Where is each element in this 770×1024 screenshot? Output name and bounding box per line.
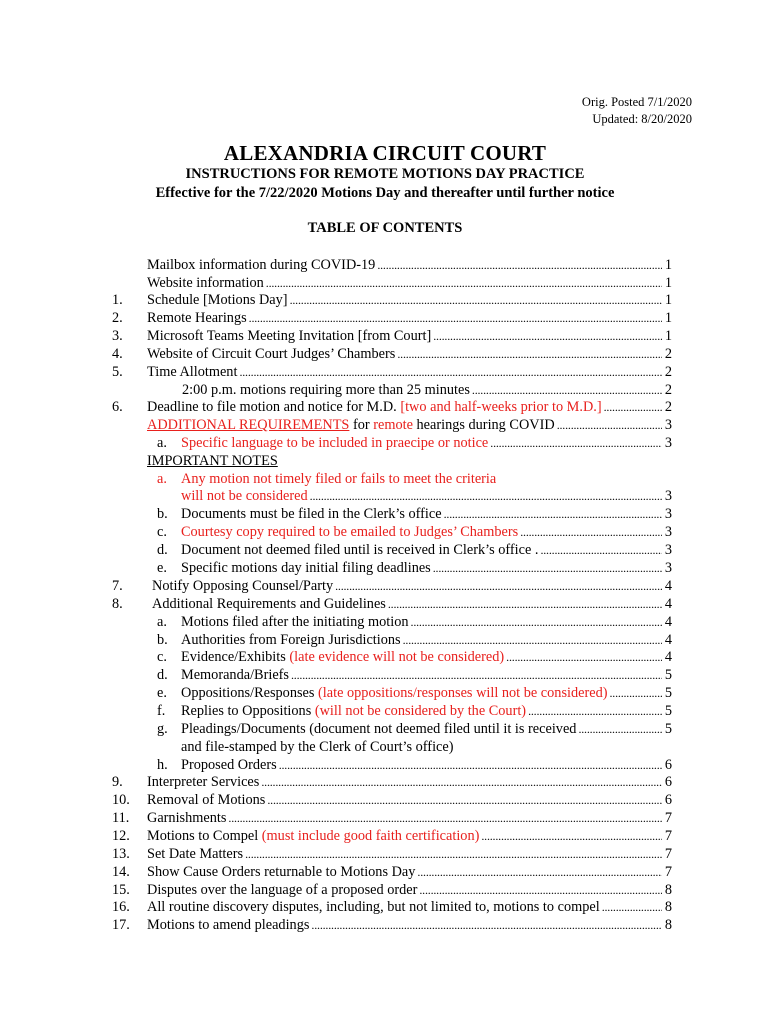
- dot-leader: [335, 577, 662, 595]
- toc-number: 17.: [112, 917, 130, 933]
- toc-entry-text: Replies to Oppositions: [181, 703, 312, 719]
- toc-page-number: 2: [664, 399, 672, 415]
- toc-entry-text: Deadline to file motion and notice for M.D.: [147, 399, 397, 415]
- dot-leader: [311, 916, 662, 934]
- toc-entry-text: Disputes over the language of a proposed order: [147, 882, 418, 898]
- toc-entry-text: and file-stamped by the Clerk of Court’s office): [181, 739, 454, 755]
- toc-number: 10.: [112, 792, 130, 808]
- toc-entry: [147, 309, 672, 327]
- toc-page-number: 4: [664, 614, 672, 630]
- toc-entry: [182, 381, 672, 399]
- dot-leader: [490, 434, 662, 452]
- toc-letter: f.: [157, 703, 166, 719]
- toc-entry: [147, 398, 672, 416]
- toc-entry-note: will not be considered: [181, 488, 308, 504]
- toc-page-number: 1: [664, 328, 672, 344]
- dot-leader: [602, 898, 662, 916]
- toc-letter: b.: [157, 632, 168, 648]
- toc-entry-text: Proposed Orders: [181, 757, 277, 773]
- toc-entry-text: Set Date Matters: [147, 846, 244, 862]
- toc-page-number: 5: [664, 703, 672, 719]
- toc-entry-text: Notify Opposing Counsel/Party: [152, 578, 334, 594]
- dot-leader: [411, 613, 662, 631]
- toc-entry: [147, 809, 672, 827]
- dot-leader: [266, 274, 662, 292]
- dot-leader: [388, 595, 662, 613]
- toc-entry-text: Pleadings/Documents (document not deemed filed until it is received: [181, 721, 577, 737]
- toc-entry: [157, 720, 672, 738]
- dot-leader: [291, 666, 662, 684]
- posting-dates: [582, 94, 692, 128]
- toc-letter: a.: [157, 471, 167, 487]
- toc-page-number: 3: [664, 506, 672, 522]
- toc-page-number: 4: [664, 578, 672, 594]
- toc-page-number: 1: [664, 310, 672, 326]
- toc-letter: c.: [157, 649, 167, 665]
- toc-number: 3.: [112, 328, 123, 344]
- toc-number: 8.: [112, 596, 123, 612]
- dot-leader: [506, 648, 662, 666]
- toc-entry-text: Document not deemed filed until is received in Clerk’s office .: [181, 542, 539, 558]
- dot-leader: [261, 773, 662, 791]
- toc-page-number: 5: [664, 721, 672, 737]
- dot-leader: [249, 309, 662, 327]
- toc-letter: e.: [157, 560, 167, 576]
- toc-letter: a.: [157, 614, 167, 630]
- toc-page-number: 3: [664, 524, 672, 540]
- toc-entry-text: Remote Hearings: [147, 310, 247, 326]
- toc-entry-text: Microsoft Teams Meeting Invitation [from Court]: [147, 328, 432, 344]
- toc-entry: [147, 291, 672, 309]
- dot-leader: [419, 881, 662, 899]
- toc-entry-text: hearings during COVID: [416, 417, 555, 433]
- toc-page-number: 5: [664, 685, 672, 701]
- toc-number: 13.: [112, 846, 130, 862]
- dot-leader: [433, 327, 662, 345]
- toc-entry-note: Specific language to be included in praecipe or notice: [181, 435, 489, 451]
- toc-entry-text: Motions filed after the initiating motion: [181, 614, 409, 630]
- toc-entry: [157, 613, 672, 631]
- important-notes-heading: IMPORTANT NOTES: [147, 453, 278, 469]
- toc-entry: [147, 256, 672, 274]
- toc-entry: [157, 434, 672, 452]
- dot-leader: [557, 416, 662, 434]
- toc-entry-note: (late evidence will not be considered): [289, 649, 505, 665]
- toc-entry-note: (will not be considered by the Court): [314, 703, 527, 719]
- toc-entry-text: Motions to Compel: [147, 828, 259, 844]
- toc-number: 4.: [112, 346, 123, 362]
- toc-entry: [147, 452, 278, 470]
- toc-entry-note: Courtesy copy required to be emailed to Judges’ Chambers: [181, 524, 519, 540]
- toc-number: 16.: [112, 899, 130, 915]
- toc-entry: [147, 898, 672, 916]
- dot-leader: [377, 256, 662, 274]
- toc-entry: [157, 648, 672, 666]
- toc-entry-text: 2:00 p.m. motions requiring more than 25 minutes: [182, 382, 470, 398]
- toc-page-number: 3: [664, 542, 672, 558]
- toc-entry-text: Oppositions/Responses: [181, 685, 315, 701]
- toc-entry-note: (must include good faith certification): [261, 828, 480, 844]
- toc-page-number: 2: [664, 364, 672, 380]
- toc-entry-text: Memoranda/Briefs: [181, 667, 289, 683]
- dot-leader: [610, 684, 663, 702]
- toc-number: 15.: [112, 882, 130, 898]
- toc-entry-text: Website of Circuit Court Judges’ Chambers: [147, 346, 396, 362]
- toc-entry-text: Removal of Motions: [147, 792, 266, 808]
- toc-letter: e.: [157, 685, 167, 701]
- toc-entry: [157, 541, 672, 559]
- toc-page-number: 6: [664, 757, 672, 773]
- toc-letter: d.: [157, 542, 168, 558]
- toc-entry: [157, 631, 672, 649]
- document-subtitle: INSTRUCTIONS FOR REMOTE MOTIONS DAY PRACTICE: [185, 166, 585, 182]
- toc-entry-text: Website information: [147, 275, 264, 291]
- toc-entry-text: Motions to amend pleadings: [147, 917, 310, 933]
- dot-leader: [528, 702, 662, 720]
- toc-page-number: 8: [664, 882, 672, 898]
- toc-number: 2.: [112, 310, 123, 326]
- dot-leader: [433, 559, 662, 577]
- dot-leader: [245, 845, 662, 863]
- toc-entry: [157, 523, 672, 541]
- toc-entry: [147, 791, 672, 809]
- toc-page-number: 7: [664, 828, 672, 844]
- toc-entry: [147, 881, 672, 899]
- toc-page-number: 3: [664, 560, 672, 576]
- toc-page-number: 2: [664, 346, 672, 362]
- updated-date: Updated: 8/20/2020: [592, 112, 692, 126]
- dot-leader: [403, 631, 662, 649]
- toc-entry: [157, 505, 672, 523]
- toc-letter: g.: [157, 721, 168, 737]
- orig-posted-date: Orig. Posted 7/1/2020: [581, 95, 692, 109]
- dot-leader: [520, 523, 662, 541]
- toc-entry: [181, 487, 672, 505]
- toc-entry: [147, 863, 672, 881]
- effective-date-line: Effective for the 7/22/2020 Motions Day and thereafter until further notice: [155, 185, 615, 201]
- dot-leader: [417, 863, 662, 881]
- toc-page-number: 1: [664, 292, 672, 308]
- toc-page-number: 6: [664, 792, 672, 808]
- toc-number: 11.: [112, 810, 130, 826]
- toc-letter: h.: [157, 757, 168, 773]
- toc-page-number: 1: [664, 257, 672, 273]
- toc-entry-text: Documents must be filed in the Clerk’s office: [181, 506, 442, 522]
- toc-entry-text: Show Cause Orders returnable to Motions Day: [147, 864, 416, 880]
- toc-entry: [147, 773, 672, 791]
- additional-requirements-link[interactable]: ADDITIONAL REQUIREMENTS: [147, 417, 350, 433]
- toc-number: 1.: [112, 292, 123, 308]
- toc-page-number: 3: [664, 488, 672, 504]
- toc-entry: [147, 845, 672, 863]
- dot-leader: [310, 487, 662, 505]
- dot-leader: [604, 398, 662, 416]
- dot-leader: [290, 291, 662, 309]
- toc-entry: [147, 827, 672, 845]
- toc-page-number: 4: [664, 649, 672, 665]
- toc-letter: a.: [157, 435, 167, 451]
- dot-leader: [267, 791, 662, 809]
- toc-entry-text: Authorities from Foreign Jurisdictions: [181, 632, 401, 648]
- dot-leader: [481, 827, 662, 845]
- toc-entry: [147, 363, 672, 381]
- toc-page-number: 3: [664, 435, 672, 451]
- toc-entry-text: Time Allotment: [147, 364, 238, 380]
- toc-entry: [157, 666, 672, 684]
- toc-entry-text: Evidence/Exhibits: [181, 649, 286, 665]
- toc-page-number: 8: [664, 899, 672, 915]
- toc-entry-text: for: [352, 417, 370, 433]
- toc-entry-text: Specific motions day initial filing deadlines: [181, 560, 431, 576]
- dot-leader: [239, 363, 662, 381]
- toc-entry: [157, 470, 496, 488]
- toc-page-number: 4: [664, 596, 672, 612]
- toc-entry: [147, 274, 672, 292]
- toc-entry: [157, 756, 672, 774]
- dot-leader: [397, 345, 662, 363]
- toc-letter: d.: [157, 667, 168, 683]
- toc-letter: b.: [157, 506, 168, 522]
- toc-entry-text: Schedule [Motions Day]: [147, 292, 288, 308]
- dot-leader: [472, 381, 662, 399]
- toc-page-number: 5: [664, 667, 672, 683]
- toc-entry: [147, 327, 672, 345]
- toc-number: 9.: [112, 774, 123, 790]
- toc-heading: TABLE OF CONTENTS: [307, 220, 463, 236]
- document-title: ALEXANDRIA CIRCUIT COURT: [223, 141, 547, 165]
- toc-page-number: 8: [664, 917, 672, 933]
- toc-entry-note: (late oppositions/responses will not be considered): [318, 685, 608, 701]
- toc-entry-note: Any motion not timely filed or fails to meet the criteria: [181, 471, 497, 487]
- toc-letter: c.: [157, 524, 167, 540]
- toc-entry: [152, 577, 672, 595]
- toc-entry-note: [two and half-weeks prior to M.D.]: [400, 399, 602, 415]
- toc-page-number: 1: [664, 275, 672, 291]
- toc-page-number: 6: [664, 774, 672, 790]
- toc-entry-text: Garnishments: [147, 810, 227, 826]
- toc-number: 5.: [112, 364, 123, 380]
- toc-entry: [147, 345, 672, 363]
- dot-leader: [578, 720, 662, 738]
- toc-entry-note: remote: [373, 417, 413, 433]
- toc-page-number: 3: [664, 417, 672, 433]
- toc-page-number: 7: [664, 864, 672, 880]
- dot-leader: [228, 809, 662, 827]
- toc-entry-text: Interpreter Services: [147, 774, 260, 790]
- toc-entry-text: All routine discovery disputes, including, but not limited to, motions to compel: [147, 899, 600, 915]
- toc-entry: [157, 559, 672, 577]
- toc-entry: [181, 738, 454, 756]
- toc-page-number: 7: [664, 810, 672, 826]
- toc-entry: [157, 684, 672, 702]
- toc-number: 12.: [112, 828, 130, 844]
- toc-page-number: 4: [664, 632, 672, 648]
- toc-entry: [152, 595, 672, 613]
- toc-entry: [157, 702, 672, 720]
- toc-entry-text: Additional Requirements and Guidelines: [152, 596, 386, 612]
- toc-page-number: 7: [664, 846, 672, 862]
- toc-entry-text: Mailbox information during COVID-19: [147, 257, 376, 273]
- toc-entry: [147, 916, 672, 934]
- toc-page-number: 2: [664, 382, 672, 398]
- dot-leader: [279, 756, 662, 774]
- toc-entry: [147, 416, 672, 434]
- dot-leader: [444, 505, 662, 523]
- dot-leader: [540, 541, 662, 559]
- toc-number: 6.: [112, 399, 123, 415]
- toc-number: 7.: [112, 578, 123, 594]
- toc-number: 14.: [112, 864, 130, 880]
